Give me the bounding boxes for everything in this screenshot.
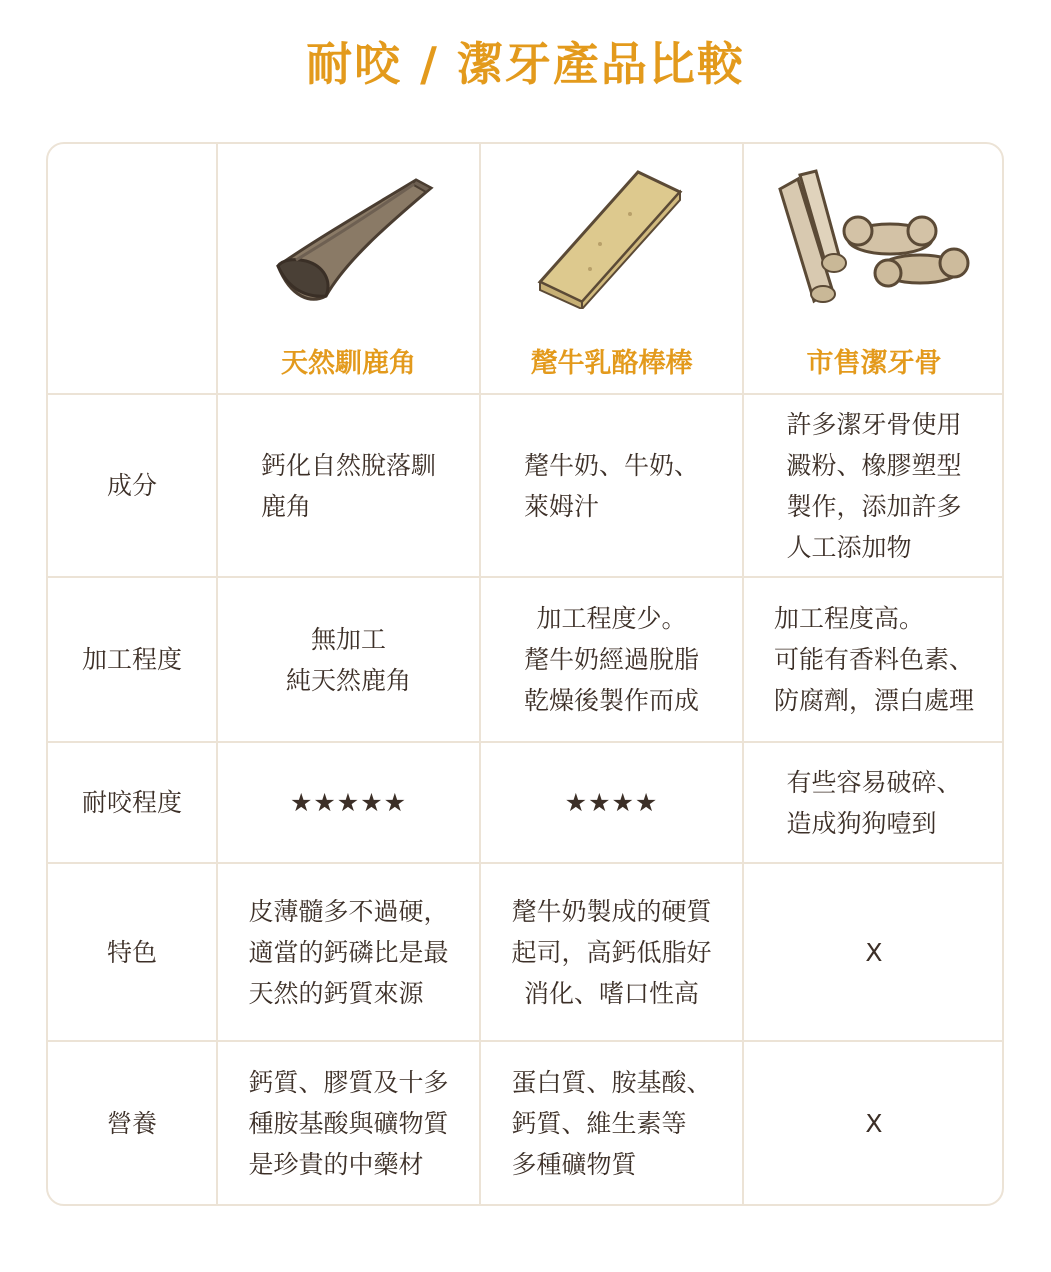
rating-stars: ★★★★ — [564, 788, 659, 817]
table-cell: X — [865, 1108, 883, 1138]
row-label: 特色 — [106, 937, 157, 967]
row-label: 成分 — [106, 471, 157, 500]
antler-icon — [266, 166, 436, 306]
row-label: 耐咬程度 — [81, 788, 182, 817]
dental-bone-icon — [770, 169, 980, 309]
comparison-table — [46, 142, 1004, 1206]
table-cell: 無加工 純天然鹿角 — [285, 624, 411, 695]
table-cell: X — [865, 937, 883, 967]
table-cell: 氂牛奶製成的硬質 起司，高鈣低脂好 消化、嗜口性高 — [511, 896, 712, 1008]
row-label: 營養 — [106, 1108, 157, 1138]
table-cell: 鈣化自然脫落馴 鹿角 — [260, 450, 436, 521]
table-cell: 有些容易破碎、 造成狗狗噎到 — [786, 767, 962, 838]
table-cell: 蛋白質、胺基酸、 鈣質、維生素等 多種礦物質 — [511, 1067, 712, 1179]
table-cell: 許多潔牙骨使用 澱粉、橡膠塑型 製作，添加許多 人工添加物 — [786, 409, 962, 562]
page-title: 耐咬 / 潔牙產品比較 — [306, 37, 745, 91]
product-name-yak-cheese: 氂牛乳酪棒棒 — [530, 347, 693, 379]
table-cell: 皮薄髓多不過硬， 適當的鈣磷比是最 天然的鈣質來源 — [248, 896, 449, 1008]
row-label: 加工程度 — [81, 645, 182, 674]
table-cell: 鈣質、膠質及十多 種胺基酸與礦物質 是珍貴的中藥材 — [248, 1067, 449, 1179]
table-cell: 氂牛奶、牛奶、 萊姆汁 — [523, 450, 699, 521]
table-cell: 加工程度高。 可能有香料色素、 防腐劑，漂白處理 — [773, 604, 974, 715]
yak-cheese-stick-icon — [530, 164, 700, 309]
product-name-antler: 天然馴鹿角 — [281, 347, 416, 379]
rating-stars: ★★★★★ — [289, 788, 408, 817]
product-name-dental-bone: 市售潔牙骨 — [806, 347, 942, 379]
table-cell: 加工程度少。 氂牛奶經過脫脂 乾燥後製作而成 — [523, 604, 699, 715]
